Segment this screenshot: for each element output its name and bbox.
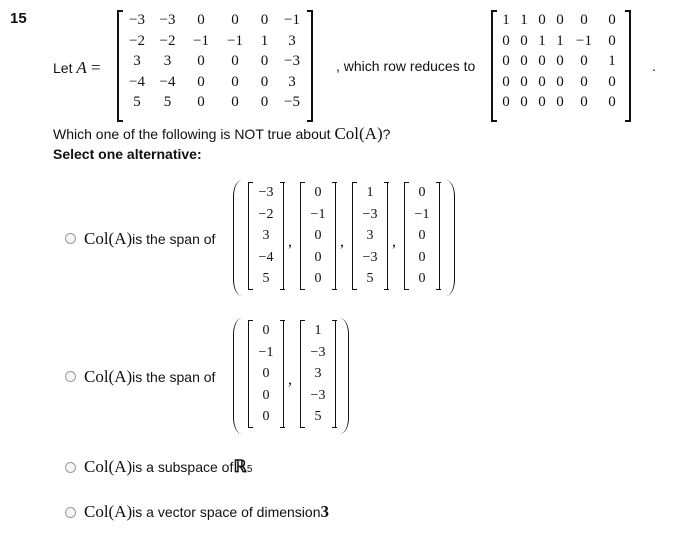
option-2-vector-entry: 1	[314, 323, 322, 338]
matrix-a-entry: −3	[284, 53, 300, 69]
matrix-rref-entry: 0	[556, 73, 564, 90]
row-reduces-text: , which row reduces to	[336, 58, 476, 74]
option-2-vector-entry: −3	[310, 344, 326, 360]
option-1-right-brace	[446, 180, 455, 296]
matrix-a-entry: 3	[163, 53, 172, 69]
matrix-a-entry: 3	[288, 32, 296, 49]
option-1-math: Col(A)	[84, 229, 133, 248]
matrix-a-entry: −1	[193, 32, 209, 49]
matrix-rref-entry: 0	[538, 12, 546, 28]
option-2-vector-entry: −3	[310, 387, 326, 403]
matrix-rref-entry: 0	[520, 53, 528, 69]
matrix-a-entry: −3	[129, 12, 145, 28]
matrix-a-row	[123, 72, 307, 93]
option-3-radio[interactable]	[65, 462, 76, 473]
option-2-vector	[248, 320, 284, 428]
matrix-rref-entry: 0	[502, 94, 510, 110]
option-2-vector-entry: 0	[262, 323, 270, 338]
option-1-vector-entry: −2	[258, 206, 274, 222]
matrix-a-entry: 0	[260, 53, 269, 69]
matrix-rref-entry: 0	[502, 53, 510, 69]
option-1-vector	[352, 182, 388, 290]
option-1-vector-entry: −1	[414, 206, 430, 222]
matrix-rref-entry: 0	[608, 12, 616, 28]
option-4-radio[interactable]	[65, 507, 76, 518]
matrix-rref-entry: 1	[608, 53, 616, 69]
matrix-rref-entry: 1	[556, 32, 564, 49]
matrix-rref-table	[497, 10, 625, 113]
option-1-radio[interactable]	[65, 233, 76, 244]
matrix-rref-entry: 0	[608, 94, 616, 110]
option-2-vector-entry: −1	[258, 344, 274, 360]
option-2-vector-entry: 0	[262, 366, 270, 382]
option-4-text: is a vector space of dimension	[132, 504, 321, 520]
matrix-rref-entry: 0	[556, 94, 564, 110]
equals-sign: =	[86, 58, 101, 77]
matrix-a-entry: 5	[163, 94, 172, 110]
option-1-vector-entry: 0	[418, 185, 426, 200]
matrix-a-entry: −4	[129, 73, 145, 90]
matrix-rref-entry: 1	[520, 12, 528, 28]
matrix-rref-entry: −1	[576, 32, 592, 49]
option-2-vector-entry: 3	[314, 366, 322, 382]
matrix-a-row	[123, 10, 307, 31]
matrix-rref-entry: 1	[502, 12, 510, 28]
option-1-comma: ,	[288, 233, 292, 250]
prompt-post: ?	[382, 126, 391, 142]
matrix-rref-entry: 0	[580, 12, 588, 28]
matrix-a-row	[123, 31, 307, 52]
option-1-vector-entry: −3	[362, 249, 378, 265]
option-3-math: Col(A)	[84, 457, 133, 476]
option-3-label[interactable]	[84, 457, 252, 477]
matrix-rref-row	[497, 92, 625, 113]
option-2-comma: ,	[288, 371, 292, 388]
matrix-a-entry: 3	[133, 53, 141, 69]
matrix-a-entry: 0	[197, 12, 205, 28]
option-2-label[interactable]	[84, 367, 215, 387]
matrix-a-entry: 3	[288, 73, 296, 90]
option-2-vector-entry: 5	[314, 409, 322, 425]
matrix-rref-row	[497, 10, 625, 31]
option-1-vector-entry: 0	[418, 228, 426, 244]
option-2-text: is the span of	[132, 369, 216, 385]
option-2-right-brace	[340, 318, 349, 434]
option-1-vector-entry: −3	[362, 206, 378, 222]
option-1-comma: ,	[340, 233, 344, 250]
matrix-a	[117, 10, 313, 122]
matrix-a-entry: −1	[227, 32, 243, 49]
matrix-a-entry: 0	[197, 73, 205, 90]
matrix-a-table	[123, 10, 307, 113]
option-1-vector-entry: 0	[418, 249, 426, 265]
matrix-a-entry: 0	[197, 94, 205, 110]
option-1-vector-entry: 0	[418, 271, 426, 287]
prompt-math: Col(A)	[334, 124, 383, 143]
option-1-label[interactable]	[84, 229, 215, 249]
matrix-a-entry: −5	[284, 94, 300, 110]
matrix-name: A	[76, 58, 87, 77]
matrix-rref-entry: 0	[538, 53, 546, 69]
matrix-a-entry: −1	[284, 12, 300, 28]
option-1-vector-entry: 0	[314, 185, 322, 200]
matrix-a-entry: 0	[231, 73, 239, 90]
option-1-vector	[248, 182, 284, 290]
matrix-rref-entry: 0	[580, 73, 588, 90]
option-1-vector-entry: 0	[314, 228, 322, 244]
prompt-pre: Which one of the following is NOT true about	[53, 126, 335, 142]
matrix-rref-entry: 0	[538, 73, 546, 90]
matrix-rref-entry: 0	[556, 12, 564, 28]
matrix-rref-entry: 0	[556, 53, 564, 69]
option-2-vector-entry: 0	[262, 409, 270, 425]
option-1-vector-entry: 1	[366, 185, 374, 200]
period: .	[652, 58, 656, 74]
matrix-a-entry: 0	[231, 94, 239, 110]
option-1-vector-entry: 5	[262, 271, 270, 287]
matrix-a-entry: −2	[129, 32, 145, 49]
matrix-a-entry: 0	[231, 12, 239, 28]
option-1-left-brace	[233, 180, 242, 296]
option-1-vector	[404, 182, 440, 290]
option-3-reals: ℝ	[233, 457, 247, 476]
matrix-rref-entry: 0	[608, 73, 616, 90]
matrix-a-entry: −4	[159, 73, 176, 90]
option-1-vector-entry: 5	[366, 271, 374, 287]
matrix-rref	[491, 10, 631, 122]
matrix-rref-entry: 0	[520, 94, 528, 110]
question-number: 15	[10, 10, 27, 27]
matrix-rref-entry: 0	[520, 73, 528, 90]
matrix-rref-entry: 0	[502, 32, 510, 49]
option-4-math: Col(A)	[84, 502, 133, 521]
option-3-exponent: 5	[246, 464, 253, 475]
option-1-comma: ,	[392, 233, 396, 250]
option-1-text: is the span of	[132, 231, 216, 247]
matrix-rref-row	[497, 31, 625, 52]
matrix-rref-entry: 0	[608, 32, 616, 49]
matrix-rref-entry: 0	[580, 53, 588, 69]
option-2-vector	[300, 320, 336, 428]
matrix-a-entry: 0	[260, 73, 269, 90]
matrix-a-entry: 0	[197, 53, 205, 69]
option-2-left-brace	[233, 318, 242, 434]
matrix-a-entry: −2	[159, 32, 176, 49]
matrix-a-entry: 5	[133, 94, 141, 110]
matrix-rref-row	[497, 72, 625, 93]
matrix-rref-row	[497, 51, 625, 72]
select-instruction: Select one alternative:	[53, 146, 202, 162]
matrix-a-entry: 0	[260, 94, 269, 110]
option-1-vector-entry: 0	[314, 249, 322, 265]
option-1-vector	[300, 182, 336, 290]
matrix-a-row	[123, 51, 307, 72]
matrix-rref-entry: 0	[580, 94, 588, 110]
option-3-text: is a subspace of	[132, 459, 234, 475]
matrix-a-entry: 0	[231, 53, 239, 69]
option-2-vector-entry: 0	[262, 387, 270, 403]
option-2-math: Col(A)	[84, 367, 133, 386]
matrix-a-row	[123, 92, 307, 113]
matrix-rref-entry: 0	[538, 94, 546, 110]
let-text: Let	[53, 60, 77, 76]
option-1-vector-entry: −3	[258, 185, 274, 200]
option-4-dimension: 3	[320, 502, 329, 521]
option-1-vector-entry: 3	[366, 228, 374, 244]
matrix-rref-entry: 1	[538, 32, 546, 49]
option-1-vector-entry: 0	[314, 271, 322, 287]
let-label	[53, 58, 101, 78]
option-1-vector-entry: −4	[258, 249, 274, 265]
option-4-label[interactable]	[84, 502, 329, 522]
matrix-rref-entry: 0	[502, 73, 510, 90]
option-2-radio[interactable]	[65, 371, 76, 382]
matrix-a-entry: 1	[260, 32, 269, 49]
option-1-vector-entry: −1	[310, 206, 326, 222]
question-prompt	[53, 124, 390, 144]
matrix-a-entry: −3	[159, 12, 176, 28]
matrix-rref-entry: 0	[520, 32, 528, 49]
matrix-a-entry: 0	[260, 12, 269, 28]
option-1-vector-entry: 3	[262, 228, 270, 244]
